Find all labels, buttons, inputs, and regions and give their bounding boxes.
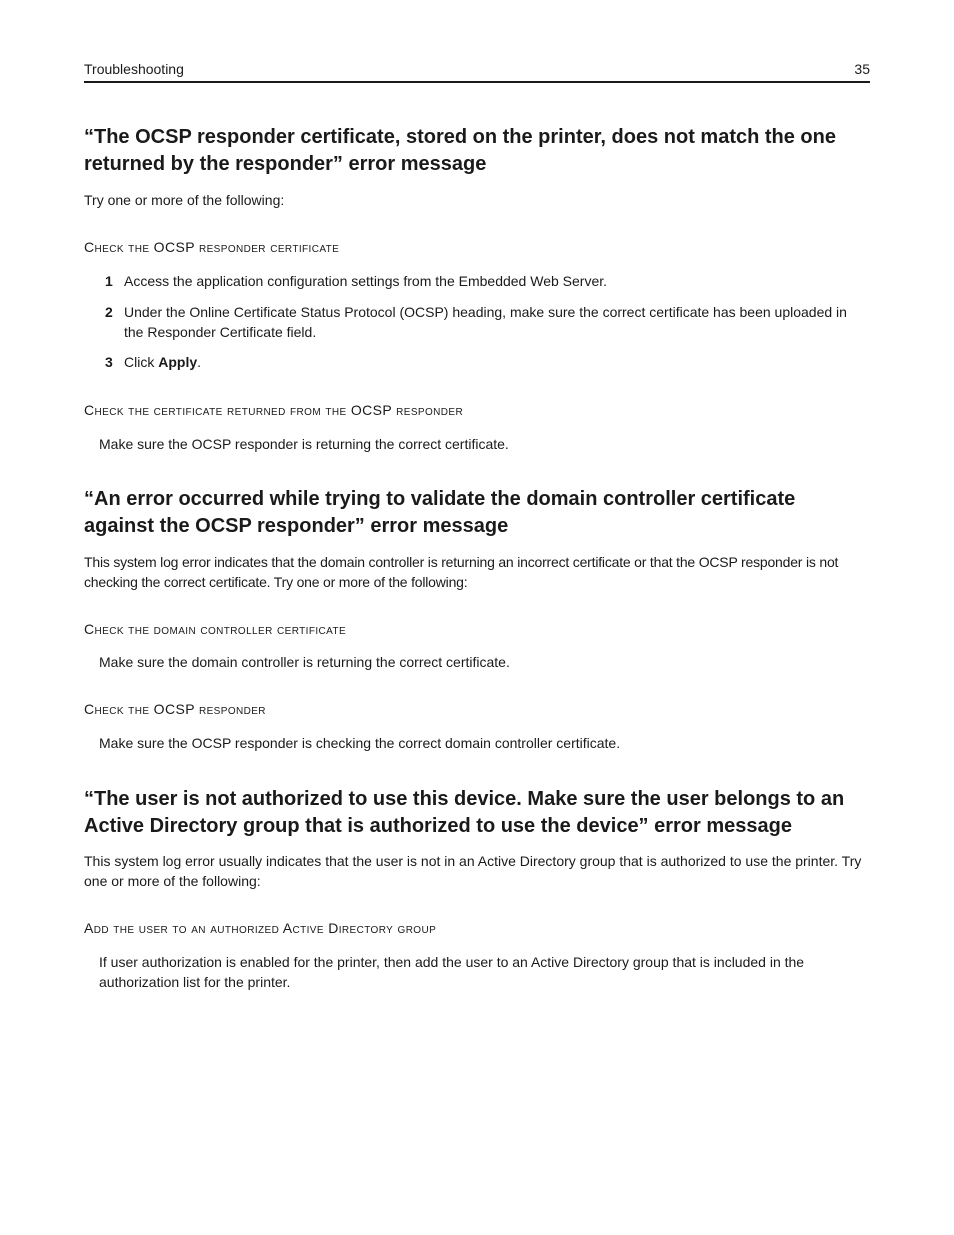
section-1-intro-block bbox=[84, 190, 870, 210]
subsection-2-2-heading-block bbox=[84, 699, 870, 719]
apply-label: Apply bbox=[158, 354, 198, 370]
section-3-intro: This system log error usually indicates that the user is not in an Active Directory group that is authorized to use the printer. Try one or more of the following: bbox=[84, 853, 862, 889]
step-3-text-before: Click bbox=[124, 354, 159, 370]
subsection-2-2-heading: Check the OCSP responder bbox=[84, 701, 266, 717]
header-section-title: Troubleshooting bbox=[84, 61, 184, 77]
subsection-2-1-heading-block bbox=[84, 619, 870, 639]
subsection-3-1-body: If user authorization is enabled for the printer, then add the user to an Active Directory group that is included in the authorization list for the printer. bbox=[99, 954, 805, 990]
running-header bbox=[84, 59, 870, 83]
subsection-2-2-body-block bbox=[84, 733, 870, 753]
subsection-1-1-heading: Check the OCSP responder certificate bbox=[84, 239, 340, 255]
step-1-text: Access the application configuration settings from the Embedded Web Server. bbox=[124, 273, 608, 289]
subsection-2-1-body: Make sure the domain controller is returning the correct certificate. bbox=[99, 654, 510, 670]
section-3-title-block bbox=[84, 786, 870, 840]
subsection-2-2-body: Make sure the OCSP responder is checking the correct domain controller certificate. bbox=[99, 735, 621, 751]
section-2-intro-block bbox=[84, 552, 870, 592]
step-1 bbox=[84, 271, 870, 291]
subsection-3-1-heading-block bbox=[84, 918, 870, 938]
step-3 bbox=[84, 352, 870, 372]
section-1-intro: Try one or more of the following: bbox=[84, 192, 285, 208]
subsection-1-2-body-block bbox=[84, 434, 870, 454]
section-2-title-block bbox=[84, 486, 870, 540]
step-3-text bbox=[124, 352, 870, 372]
subsection-3-1-heading: Add the user to an authorized Active Directory group bbox=[84, 920, 437, 936]
page-number: 35 bbox=[854, 61, 870, 77]
subsection-1-2-body: Make sure the OCSP responder is returning the correct certificate. bbox=[99, 436, 509, 452]
section-2-title: “An error occurred while trying to validate the domain controller certificate against the OCSP responder” error message bbox=[84, 488, 796, 537]
subsection-2-1-body-block bbox=[84, 652, 870, 672]
step-3-number: 3 bbox=[105, 354, 113, 370]
subsection-1-2-heading: Check the certificate returned from the OCSP responder bbox=[84, 402, 464, 418]
step-2-number: 2 bbox=[105, 304, 113, 320]
section-2-intro: This system log error indicates that the domain controller is returning an incorrect certificate or that the OCSP responder is not checking the correct certificate. Try one or more of the following: bbox=[84, 554, 839, 590]
subsection-3-1-body-block bbox=[84, 952, 870, 992]
step-1-number: 1 bbox=[105, 273, 113, 289]
step-2-text: Under the Online Certificate Status Protocol (OCSP) heading, make sure the correct certificate has been uploaded in the Responder Certificate field. bbox=[124, 304, 847, 340]
subsection-1-1-heading-block bbox=[84, 237, 870, 257]
subsection-1-2-heading-block bbox=[84, 400, 870, 420]
step-3-text-after: . bbox=[197, 354, 202, 370]
section-3-title: “The user is not authorized to use this device. Make sure the user belongs to an Active Directory group that is authorized to use the device” error message bbox=[84, 788, 845, 837]
section-1-title: “The OCSP responder certificate, stored on the printer, does not match the one returned by the responder” error message bbox=[84, 126, 836, 175]
section-3-intro-block bbox=[84, 851, 870, 891]
section-1-title-block bbox=[84, 124, 870, 178]
subsection-2-1-heading: Check the domain controller certificate bbox=[84, 621, 347, 637]
step-2 bbox=[84, 302, 870, 342]
